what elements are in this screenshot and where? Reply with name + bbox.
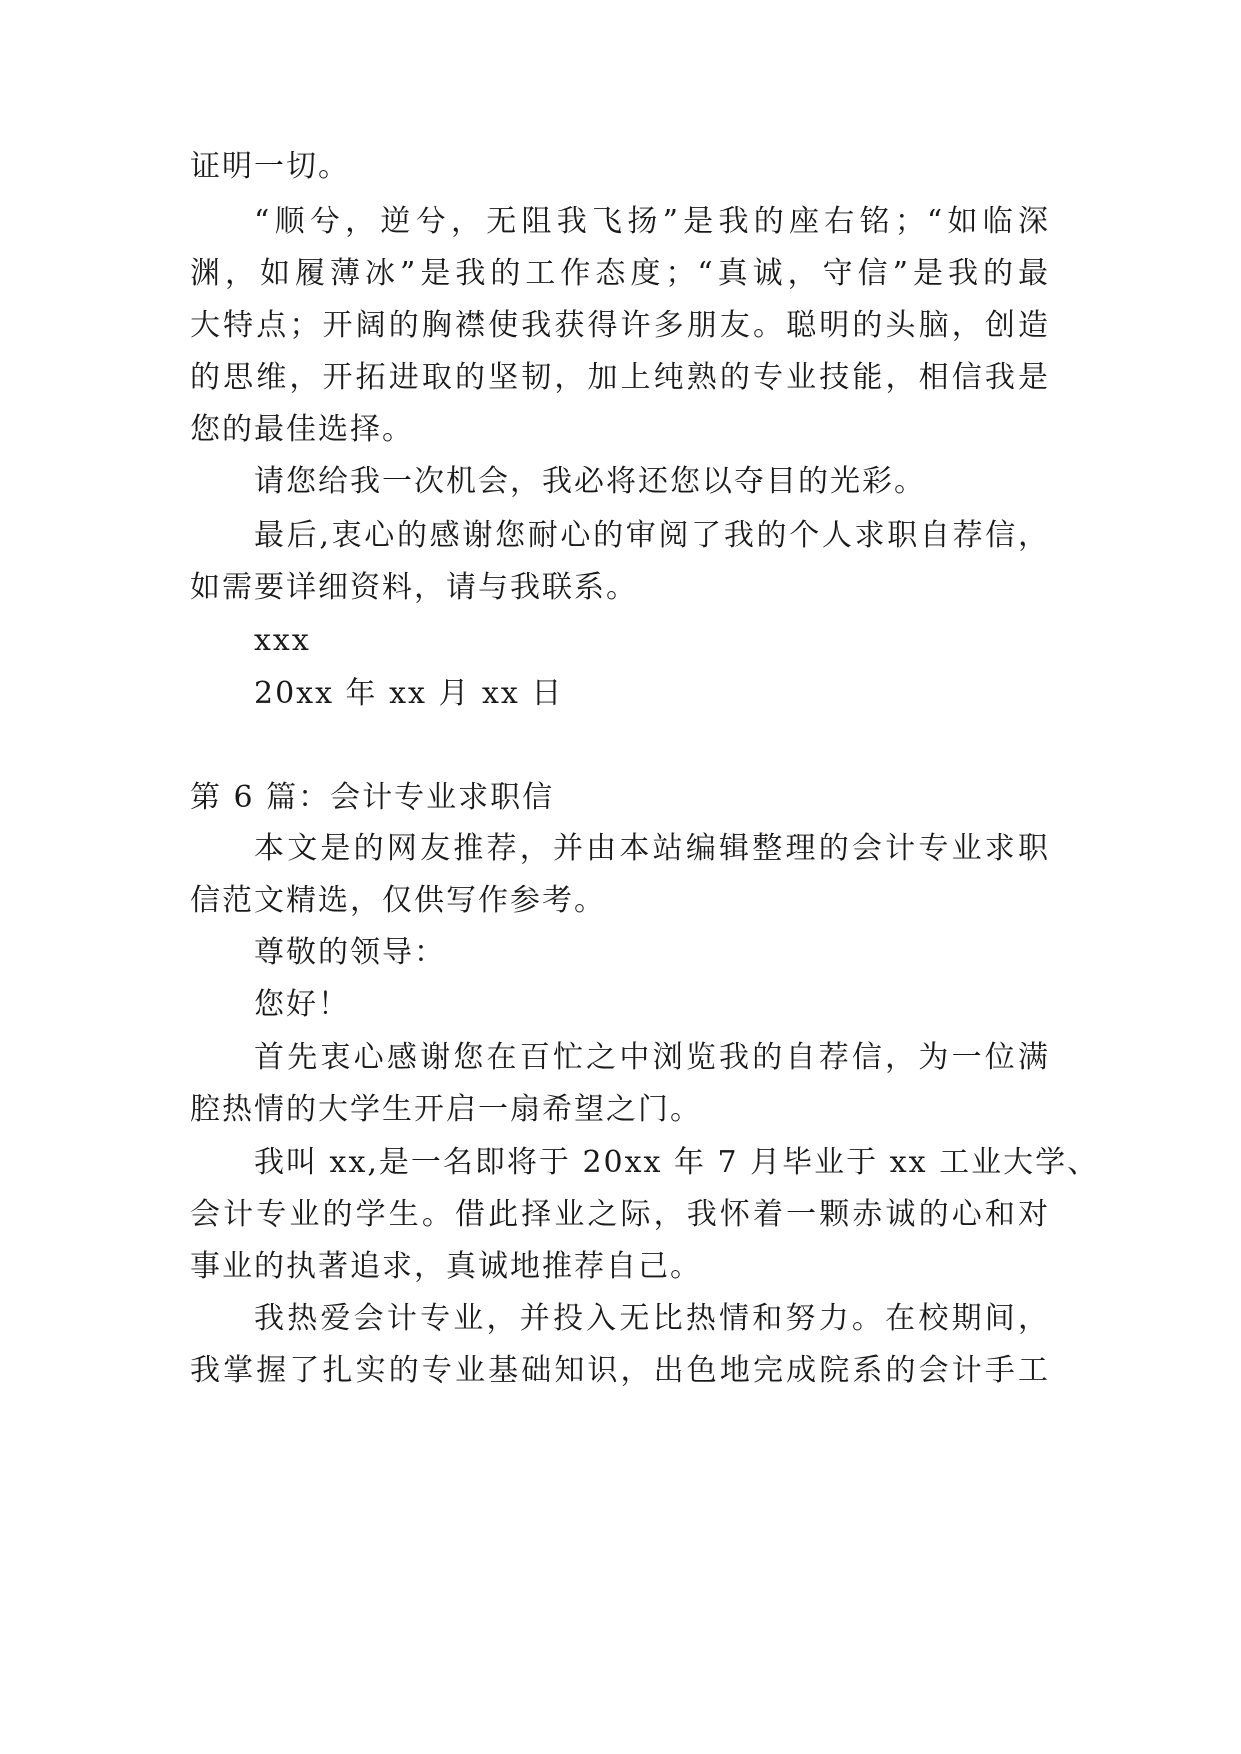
paragraph-line: 会计专业的学生。借此择业之际，我怀着一颗赤诚的心和对 — [190, 1197, 1050, 1232]
paragraph-line: 信范文精选，仅供写作参考。 — [190, 883, 606, 918]
signature-name: xxx — [254, 623, 311, 658]
paragraph-line: 证明一切。 — [190, 149, 350, 184]
paragraph-line: 首先衷心感谢您在百忙之中浏览我的自荐信，为一位满 — [254, 1040, 1050, 1075]
paragraph-line: 本文是的网友推荐，并由本站编辑整理的会计专业求职 — [254, 831, 1050, 866]
paragraph-line: 我叫 xx,是一名即将于 20xx 年 7 月毕业于 xx 工业大学、 — [254, 1145, 1100, 1180]
salutation: 尊敬的领导： — [254, 935, 446, 970]
paragraph-line: 事业的执著追求，真诚地推荐自己。 — [190, 1249, 702, 1284]
paragraph-line: 我掌握了扎实的专业基础知识，出色地完成院系的会计手工 — [190, 1353, 1050, 1388]
paragraph-line: 大特点；开阔的胸襟使我获得许多朋友。聪明的头脑，创造 — [190, 308, 1050, 343]
paragraph-line: 腔热情的大学生开启一扇希望之门。 — [190, 1092, 702, 1127]
paragraph-line: “顺兮，逆兮，无阻我飞扬”是我的座右铭；“如临深 — [254, 204, 1050, 239]
section-heading: 第 6 篇：会计专业求职信 — [190, 780, 555, 815]
paragraph-line: 请您给我一次机会，我必将还您以夺目的光彩。 — [254, 464, 926, 499]
paragraph-line: 最后,衷心的感谢您耐心的审阅了我的个人求职自荐信， — [254, 518, 1050, 553]
paragraph-line: 如需要详细资料，请与我联系。 — [190, 570, 638, 605]
paragraph-line: 渊，如履薄冰”是我的工作态度；“真诚，守信”是我的最 — [190, 256, 1050, 291]
greeting: 您好！ — [254, 987, 350, 1022]
signature-date: 20xx 年 xx 月 xx 日 — [254, 676, 564, 711]
paragraph-line: 的思维，开拓进取的坚韧，加上纯熟的专业技能，相信我是 — [190, 360, 1050, 395]
paragraph-line: 您的最佳选择。 — [190, 412, 414, 447]
paragraph-line: 我热爱会计专业，并投入无比热情和努力。在校期间， — [254, 1301, 1050, 1336]
